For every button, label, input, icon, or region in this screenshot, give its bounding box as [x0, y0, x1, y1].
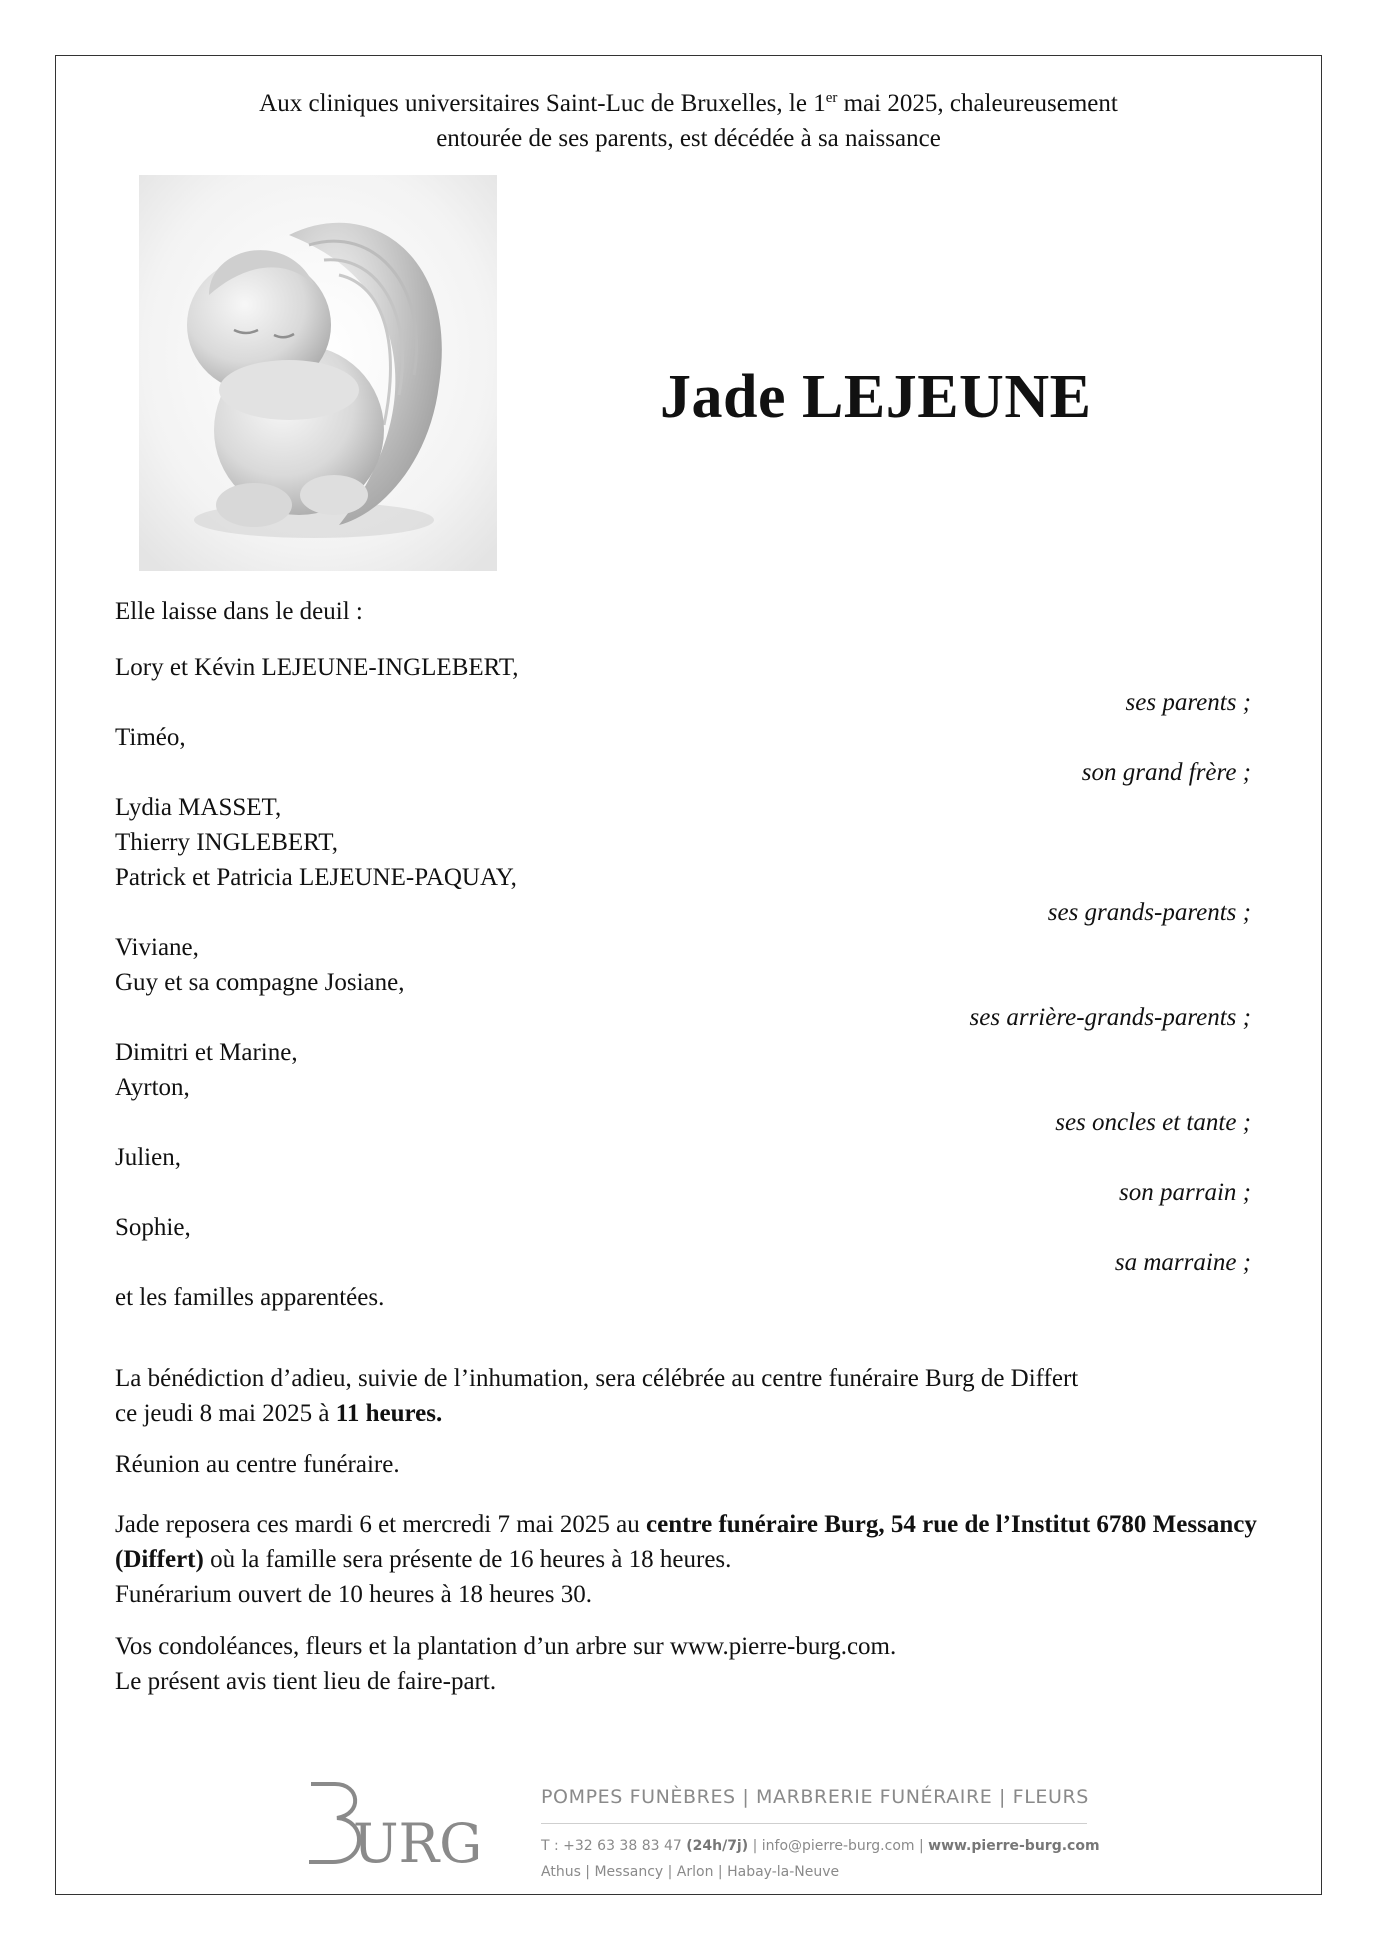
mourning-closing: et les familles apparentées.	[115, 1284, 385, 1311]
ceremony-line-1: La bénédiction d’adieu, suivie de l’inhumation, sera célébrée au centre funéraire Burg de Differt	[115, 1365, 1079, 1392]
footer-towns: Athus | Messancy | Arlon | Habay-la-Neuve	[541, 1864, 840, 1880]
intro-superscript: er	[825, 90, 838, 106]
footer-phone-hours: (24h/7j)	[686, 1838, 749, 1854]
names-grandparents-1: Lydia MASSET,	[115, 794, 282, 821]
funerarium-hours: Funérarium ouvert de 10 heures à 18 heures 30.	[115, 1581, 592, 1608]
footer-contact	[541, 1838, 1100, 1854]
visitation-paragraph	[115, 1507, 1300, 1612]
closing-notes	[115, 1629, 1300, 1699]
relation-parents: ses parents ;	[1125, 689, 1251, 716]
sleeping-angel-image	[139, 175, 497, 571]
burg-logo-text: URG	[353, 1812, 483, 1868]
relation-grandparents: ses grands-parents ;	[1047, 899, 1251, 926]
announcement-line: Le présent avis tient lieu de faire-part.	[115, 1668, 497, 1695]
names-parents: Lory et Kévin LEJEUNE-INGLEBERT,	[115, 654, 519, 681]
relation-brother: son grand frère ;	[1081, 759, 1251, 786]
intro-line-1-end: mai 2025, chaleureusement	[837, 90, 1118, 117]
ceremony-paragraph	[115, 1361, 1300, 1431]
intro-text	[55, 86, 1322, 156]
names-uncles-aunt-1: Dimitri et Marine,	[115, 1039, 298, 1066]
visitation-details	[115, 1507, 1300, 1577]
names-great-grandparents-1: Viviane,	[115, 934, 199, 961]
footer-services: POMPES FUNÈBRES | MARBRERIE FUNÉRAIRE | FLEURS	[541, 1786, 1089, 1808]
reunion-text: Réunion au centre funéraire.	[115, 1451, 400, 1478]
condolences-line: Vos condoléances, fleurs et la plantation d’un arbre sur www.pierre-burg.com.	[115, 1633, 897, 1660]
relation-godfather: son parrain ;	[1119, 1179, 1251, 1206]
intro-line-2: entourée de ses parents, est décédée à sa naissance	[436, 125, 941, 152]
names-godfather: Julien,	[115, 1144, 181, 1171]
ceremony-date: ce jeudi 8 mai 2025 à	[115, 1400, 336, 1427]
footer-phone: T : +32 63 38 83 47	[541, 1838, 687, 1854]
relation-godmother: sa marraine ;	[1114, 1249, 1251, 1276]
footer-website-link[interactable]: www.pierre-burg.com	[928, 1838, 1100, 1854]
intro-line-1-start: Aux cliniques universitaires Saint-Luc de Bruxelles, le 1	[259, 90, 826, 117]
ceremony-time: 11 heures.	[335, 1400, 443, 1427]
intro-line-1	[55, 86, 1322, 121]
burg-logo	[305, 1778, 495, 1868]
visitation-family-hours: où la famille sera présente de 16 heures à 18 heures.	[203, 1546, 732, 1573]
footer-divider	[541, 1823, 1087, 1824]
names-grandparents-2: Thierry INGLEBERT,	[115, 829, 338, 856]
relation-great-grandparents: ses arrière-grands-parents ;	[969, 1004, 1251, 1031]
visitation-dates: Jade reposera ces mardi 6 et mercredi 7 mai 2025 au	[115, 1511, 647, 1538]
relation-uncles-aunt: ses oncles et tante ;	[1055, 1109, 1251, 1136]
names-grandparents-3: Patrick et Patricia LEJEUNE-PAQUAY,	[115, 864, 517, 891]
names-uncles-aunt-2: Ayrton,	[115, 1074, 190, 1101]
footer-email: | info@pierre-burg.com |	[748, 1838, 929, 1854]
ceremony-line-2	[115, 1396, 1300, 1431]
mourning-heading: Elle laisse dans le deuil :	[115, 598, 363, 625]
visitation-place: centre funéraire Burg, 54 rue de l’Institut 6780 Messancy (Differt)	[115, 1511, 1257, 1573]
names-godmother: Sophie,	[115, 1214, 191, 1241]
deceased-name: Jade LEJEUNE	[660, 363, 1092, 431]
names-brother: Timéo,	[115, 724, 186, 751]
names-great-grandparents-2: Guy et sa compagne Josiane,	[115, 969, 405, 996]
